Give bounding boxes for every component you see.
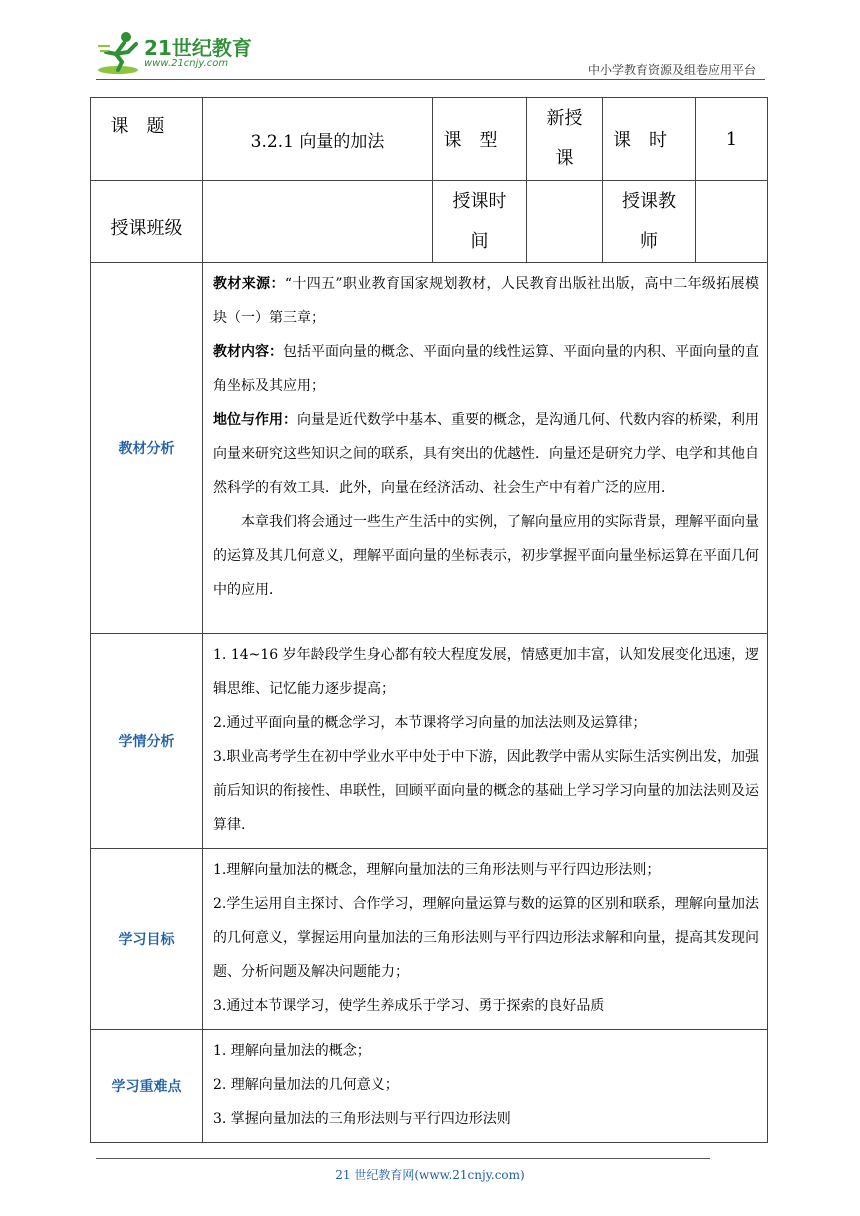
topic-label-cell [91,98,203,181]
material-content-title: 教材内容： [213,344,283,360]
material-content [203,263,768,634]
page-header [0,0,860,80]
type-value-line-2: 课 [555,148,574,169]
teacher-label-line-2: 师 [640,230,658,252]
goals-item: 1.理解向量加法的概念，理解向量加法的三角形法则与平行四边形法则； [213,862,661,878]
class-label: 授课班级 [91,181,203,263]
type-value-line-1: 新授 [546,108,583,129]
footer-link[interactable]: 21 世纪教育网(www.21cnjy.com) [335,1168,525,1182]
students-content [203,634,768,849]
keypoints-content [203,1030,768,1143]
header-divider [96,79,765,80]
students-label: 学情分析 [91,634,203,849]
teacher-label-cell [603,181,696,263]
keypoints-label: 学习重难点 [91,1030,203,1143]
topic-label: 课题 [110,116,183,137]
row-class [91,181,768,263]
goals-item: 2.学生运用自主探讨、合作学习，理解向量运算与数的运算的区别和联系，理解向量加法的几何意义，掌握运用向量加法的三角形法则与平行四边形法求解和向量，提高其发现问题、分析问题及解决问题能力； [213,896,759,980]
keypoints-item: 1. 理解向量加法的概念； [213,1043,371,1059]
topic-value: 3.2.1 向量的加法 [203,98,433,181]
goals-content [203,849,768,1030]
material-source-title: 教材来源： [213,276,285,292]
logo-url: www.21cnjy.com [144,58,229,69]
row-goals [91,849,768,1030]
goals-label: 学习目标 [91,849,203,1030]
teacher-label-line-1: 授课教 [622,190,676,212]
platform-name: 中小学教育资源及组卷应用平台 [587,63,756,77]
hours-value: 1 [696,98,768,181]
site-logo[interactable] [96,30,266,78]
students-item: 2.通过平面向量的概念学习，本节课将学习向量的加法法则及运算律； [213,715,647,731]
material-role-title: 地位与作用： [213,412,297,428]
row-students [91,634,768,849]
keypoints-item: 3. 掌握向量加法的三角形法则与平行四边形法则 [213,1111,511,1127]
keypoints-item: 2. 理解向量加法的几何意义； [213,1077,399,1093]
material-role [213,403,759,505]
hours-label-cell [603,98,696,181]
students-item: 3.职业高考学生在初中学业水平中处于中下游，因此教学中需从实际生活实例出发，加强前后知识的衔接性、串联性，回顾平面向量的概念的基础上学习学习向量的加法法则及运算律. [213,749,759,833]
time-label-line-2: 间 [470,230,489,252]
material-label: 教材分析 [91,263,203,634]
time-value [527,181,603,263]
row-keypoints [91,1030,768,1143]
row-material [91,263,768,634]
material-source-text: “十四五”职业教育国家规划教材，人民教育出版社出版，高中二年级拓展模块（一）第三章； [213,276,760,326]
material-content-text: 包括平面向量的概念、平面向量的线性运算、平面向量的内积、平面向量的直角坐标及其应用； [213,344,759,394]
type-label: 课型 [443,130,516,151]
time-label-line-1: 授课时 [452,190,507,212]
type-value-cell [527,98,603,181]
students-item: 1. 14~16 岁年龄段学生身心都有较大程度发展，情感更加丰富，认知发展变化迅速，逻辑思维、记忆能力逐步提高； [213,647,759,697]
goals-item: 3.通过本节课学习，使学生养成乐于学习、勇于探索的良好品质 [213,998,605,1014]
footer-divider [96,1158,710,1159]
class-value [203,181,433,263]
hours-label: 课时 [613,130,685,151]
teacher-value [696,181,768,263]
type-label-cell [433,98,527,181]
lesson-plan-table [90,97,768,1143]
runner-logo-icon [96,30,144,76]
material-chapter-text: 本章我们将会通过一些生产生活中的实例，了解向量应用的实际背景，理解平面向量的运算及其几何意义，理解平面向量的坐标表示，初步掌握平面向量坐标运算在平面几何中的应用． [213,514,759,598]
logo-title: 21世纪教育 [144,36,252,60]
row-topic [91,98,768,181]
time-label-cell [433,181,527,263]
material-content-para [213,335,759,403]
material-source [213,267,759,335]
material-role-text: 向量是近代数学中基本、重要的概念，是沟通几何、代数内容的桥梁，利用向量来研究这些知识之间的联系，具有突出的优越性．向量还是研究力学、电学和其他自然科学的有效工具．此外，向量在经济活动、社会生产中有着广泛的应用． [213,412,759,496]
